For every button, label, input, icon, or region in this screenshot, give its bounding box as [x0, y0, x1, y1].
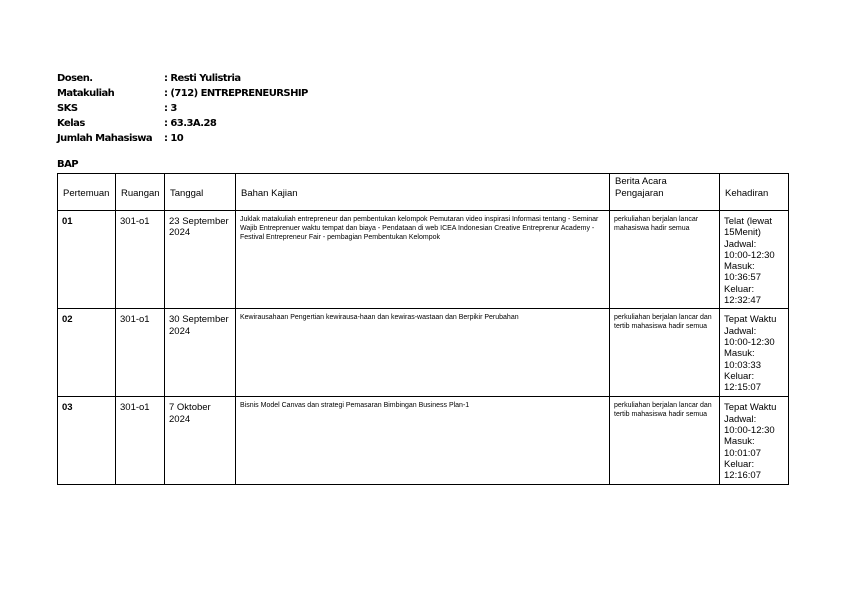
table-row [58, 211, 789, 309]
table-header-row [58, 174, 789, 211]
dosen-label: Dosen. [57, 73, 93, 84]
header-pertemuan: Pertemuan [58, 174, 116, 211]
tanggal-cell: 30 September 2024 [165, 309, 236, 397]
kelas-label: Kelas [57, 118, 85, 129]
tanggal-cell: 7 Oktober 2024 [165, 397, 236, 485]
pertemuan-cell: 03 [58, 397, 116, 485]
matakuliah-label: Matakuliah [57, 88, 115, 99]
table-row [58, 397, 789, 485]
bahan-kajian-cell: Kewirausahaan Pengertian kewirausa-haan dan kewiras-wastaan dan Berpikir Perubahan [236, 309, 610, 397]
header-kehadiran: Kehadiran [720, 174, 789, 211]
bahan-kajian-cell: Bisnis Model Canvas dan strategi Pemasaran Bimbingan Business Plan-1 [236, 397, 610, 485]
course-info [57, 71, 308, 146]
tanggal-cell: 23 September 2024 [165, 211, 236, 309]
ruangan-cell: 301-o1 [116, 309, 165, 397]
jumlah-label: Jumlah Mahasiswa [57, 133, 153, 144]
ruangan-cell: 301-o1 [116, 397, 165, 485]
header-berita-acara: Berita Acara Pengajaran [610, 174, 720, 211]
header-ruangan: Ruangan [116, 174, 165, 211]
bahan-kajian-cell: Juklak matakuliah entrepreneur dan pembentukan kelompok Pemutaran video inspirasi Informasi tentang - Seminar Wajib Entreprenuer waktu tempat dan biaya - Pendataan di web ICEA Indonesian Creative Entreprenur Academy - Festival Entrepreneur Fair - pembagian Pembentukan Kelompok [236, 211, 610, 309]
jumlah-value: : 10 [164, 133, 184, 144]
kehadiran-cell: Tepat Waktu Jadwal: 10:00-12:30 Masuk: 10:01:07 Keluar: 12:16:07 [720, 397, 789, 485]
pertemuan-cell: 01 [58, 211, 116, 309]
header-bahan-kajian: Bahan Kajian [236, 174, 610, 211]
berita-acara-cell: perkuliahan berjalan lancar mahasiswa hadir semua [610, 211, 720, 309]
ruangan-cell: 301-o1 [116, 211, 165, 309]
pertemuan-cell: 02 [58, 309, 116, 397]
kelas-value: : 63.3A.28 [164, 118, 217, 129]
dosen-value: : Resti Yulistria [164, 73, 241, 84]
bap-title: BAP [57, 159, 79, 170]
info-row-jumlah [57, 131, 308, 146]
info-row-dosen [57, 71, 308, 86]
info-row-kelas [57, 116, 308, 131]
sks-label: SKS [57, 103, 78, 114]
kehadiran-cell: Telat (lewat 15Menit) Jadwal: 10:00-12:30 Masuk: 10:36:57 Keluar: 12:32:47 [720, 211, 789, 309]
matakuliah-value: : (712) ENTREPRENEURSHIP [164, 88, 308, 99]
info-row-matakuliah [57, 86, 308, 101]
header-tanggal: Tanggal [165, 174, 236, 211]
bap-table [57, 173, 789, 485]
kehadiran-cell: Tepat Waktu Jadwal: 10:00-12:30 Masuk: 10:03:33 Keluar: 12:15:07 [720, 309, 789, 397]
berita-acara-cell: perkuliahan berjalan lancar dan tertib mahasiswa hadir semua [610, 397, 720, 485]
table-row [58, 309, 789, 397]
sks-value: : 3 [164, 103, 177, 114]
berita-acara-cell: perkuliahan berjalan lancar dan tertib mahasiswa hadir semua [610, 309, 720, 397]
info-row-sks [57, 101, 308, 116]
